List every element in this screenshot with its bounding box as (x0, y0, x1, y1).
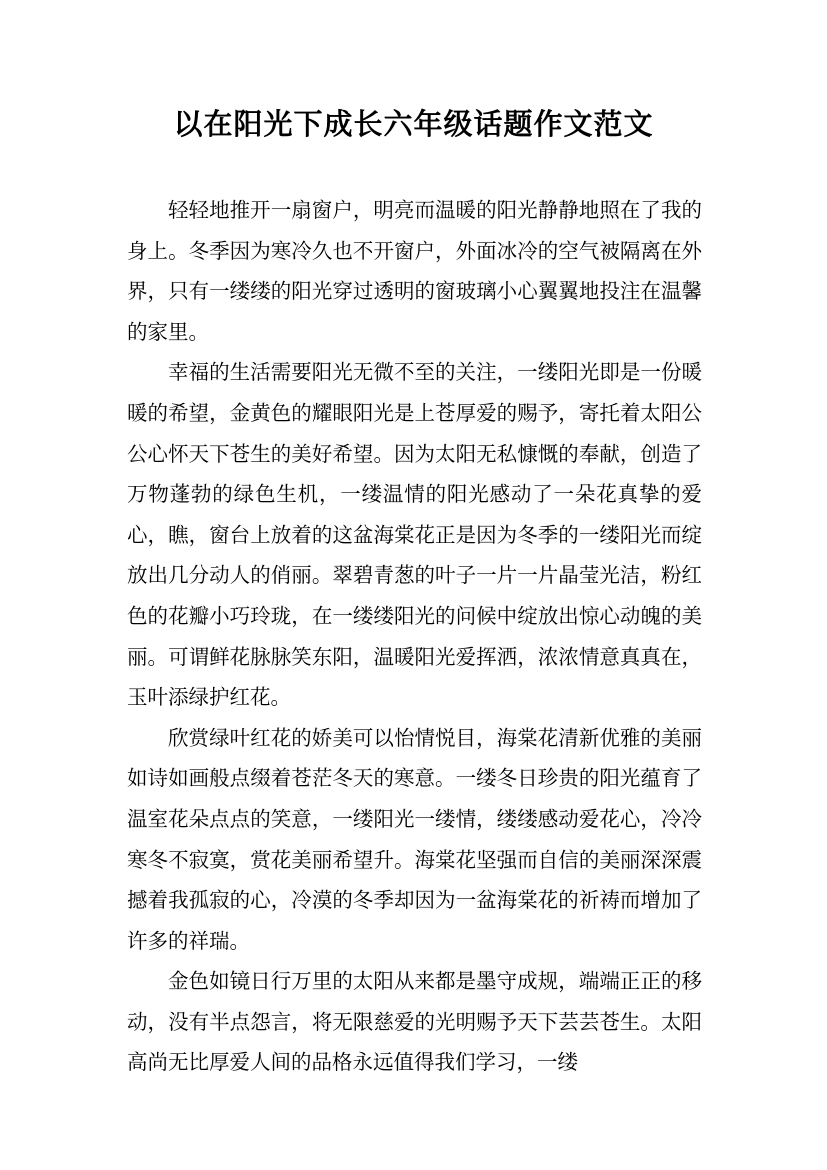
paragraph-3: 欣赏绿叶红花的娇美可以怡情悦目，海棠花清新优雅的美丽如诗如画般点缀着苍茫冬天的寒意。一缕冬日珍贵的阳光蕴育了温室花朵点点的笑意，一缕阳光一缕情，缕缕感动爱花心，冷冷寒冬不寂寞，赏花美丽希望升。海棠花坚强而自信的美丽深深震撼着我孤寂的心，冷漠的冬季却因为一盆海棠花的祈祷而增加了许多的祥瑞。 (127, 725, 702, 953)
paragraph-2: 幸福的生活需要阳光无微不至的关注，一缕阳光即是一份暖暖的希望，金黄色的耀眼阳光是上苍厚爱的赐予，寄托着太阳公公心怀天下苍生的美好希望。因为太阳无私慷慨的奉献，创造了万物蓬勃的绿色生机，一缕温情的阳光感动了一朵花真挚的爱心，瞧，窗台上放着的这盆海棠花正是因为冬季的一缕阳光而绽放出几分动人的俏丽。翠碧青葱的叶子一片一片晶莹光洁，粉红色的花瓣小巧玲珑，在一缕缕阳光的问候中绽放出惊心动魄的美丽。可谓鲜花脉脉笑东阳，温暖阳光爱挥洒，浓浓情意真真在，玉叶添绿护红花。 (127, 360, 702, 710)
document-title: 以在阳光下成长六年级话题作文范文 (173, 107, 654, 141)
paragraph-4: 金色如镜日行万里的太阳从来都是墨守成规，端端正正的移动，没有半点怨言，将无限慈爱的光明赐予天下芸芸苍生。太阳高尚无比厚爱人间的品格永远值得我们学习，一缕 (127, 969, 702, 1075)
document-body (127, 190, 702, 1083)
paragraph-1: 轻轻地推开一扇窗户，明亮而温暖的阳光静静地照在了我的身上。冬季因为寒冷久也不开窗户，外面冰冷的空气被隔离在外界，只有一缕缕的阳光穿过透明的窗玻璃小心翼翼地投注在温馨的家里。 (127, 198, 702, 344)
